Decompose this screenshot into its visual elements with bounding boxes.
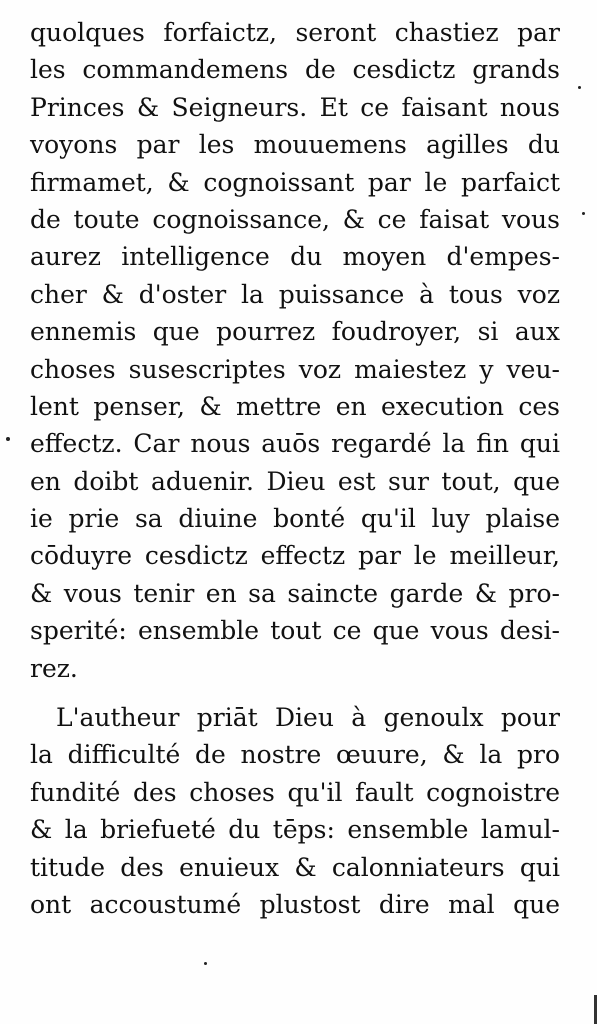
text-line: ennemis que pourrez foudroyer, si aux (30, 317, 560, 347)
text-line: quolques forfaictz, seront chastiez par (30, 18, 560, 47)
ink-speck (204, 962, 207, 965)
text-line: sperité: ensemble tout ce que vous desi- (30, 616, 560, 646)
text-line: titude des enuieux & calonniateurs qui (30, 852, 560, 882)
text-line: en doibt aduenir. Dieu est sur tout, que (30, 466, 560, 496)
text-line: & la briefueté du tēps: ensemble lamul- (30, 815, 560, 845)
paragraph-2 (30, 699, 560, 923)
text-line: les commandemens de cesdictz grands (30, 55, 560, 85)
text-line: rez. (30, 653, 78, 683)
text-line: aurez intelligence du moyen d'empes- (30, 242, 560, 272)
text-line: lent penser, & mettre en execution ces (30, 391, 560, 421)
text-line: cher & d'oster la puissance à tous voz (30, 279, 560, 309)
paragraph-1 (30, 14, 560, 687)
text-line: effectz. Car nous auōs regardé la fin qui (30, 429, 560, 459)
text-line: Princes & Seigneurs. Et ce faisant nous (30, 92, 560, 122)
paragraph-spacer (30, 687, 560, 699)
text-line: firmamet, & cognoissant par le parfaict (30, 167, 560, 197)
page-text (30, 14, 560, 923)
text-line: ie prie sa diuine bonté qu'il luy plaise (30, 504, 560, 534)
ink-speck (578, 86, 581, 89)
text-line: L'autheur priāt Dieu à genoulx pour (56, 703, 560, 733)
text-line: ont accoustumé plustost dire mal que (30, 889, 560, 919)
text-line: fundité des choses qu'il fault cognoistre (30, 777, 560, 807)
text-line: de toute cognoissance, & ce faisat vous (30, 204, 560, 234)
ink-speck (582, 212, 585, 215)
text-line: choses susescriptes voz maiestez y veu- (30, 354, 560, 384)
ink-speck (6, 437, 10, 441)
text-line: voyons par les mouuemens agilles du (30, 130, 560, 160)
text-line: la difficulté de nostre œuure, & la pro (30, 740, 560, 770)
text-line: & vous tenir en sa saincte garde & pro- (30, 578, 560, 608)
text-line: cōduyre cesdictz effectz par le meilleur, (30, 541, 560, 571)
